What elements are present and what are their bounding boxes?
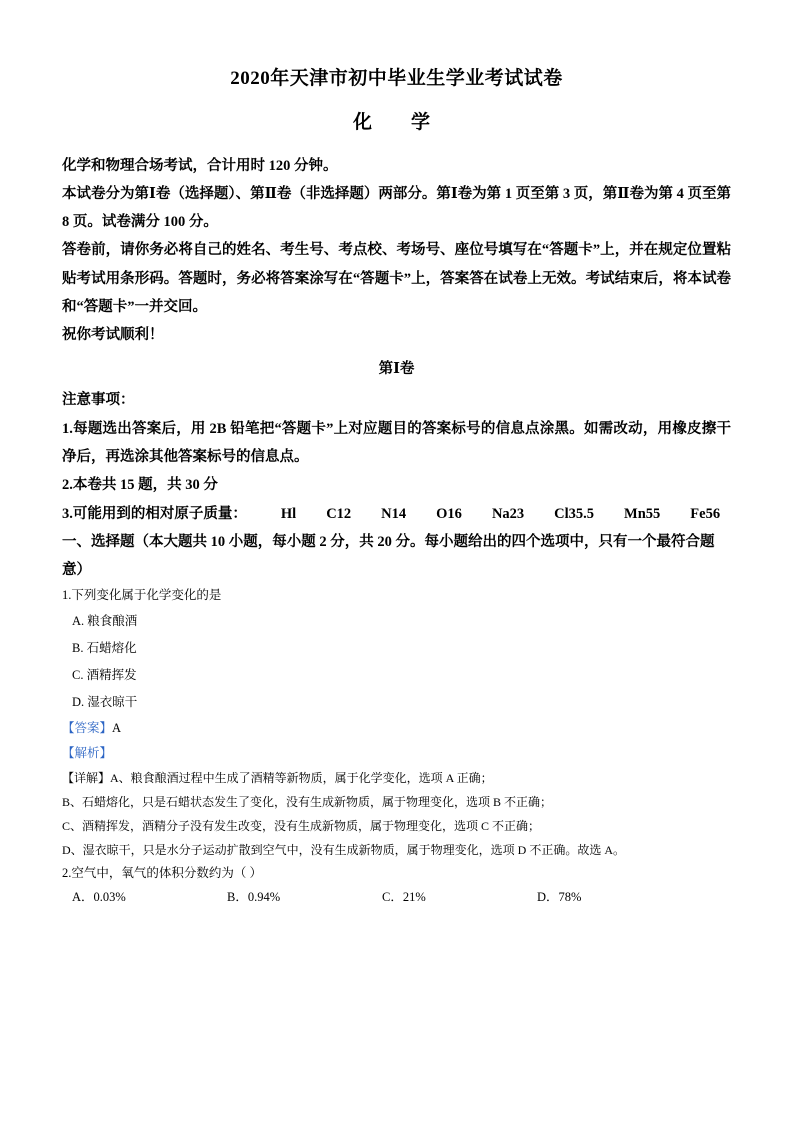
question-2-options (62, 885, 731, 910)
intro-paragraph-1: 化学和物理合场考试，合计用时 120 分钟。 (62, 157, 338, 174)
question-1-detail-3: C、酒精挥发，酒精分子没有发生改变，没有生成新物质，属于物理变化，选项 C 不正确； (62, 818, 541, 833)
question-1-analysis (62, 741, 731, 766)
atomic-mass-o: O16 (436, 505, 462, 522)
question-2-option-a[interactable]: A．0.03% (72, 890, 126, 905)
answer-value: A (112, 720, 122, 735)
atomic-mass-na: Na23 (491, 505, 525, 522)
atomic-mass-label: 3.可能用到的相对原子质量： (62, 505, 247, 522)
question-1-option-b[interactable]: B. 石蜡熔化 (72, 640, 137, 655)
question-1-answer (62, 716, 731, 741)
question-1-option-d[interactable]: D. 湿衣晾干 (72, 694, 138, 709)
atomic-mass-c: C12 (326, 505, 352, 522)
atomic-mass-n: N14 (381, 505, 407, 522)
atomic-mass-cl: Cl35.5 (554, 505, 595, 522)
question-1-detail-1: 【详解】A、粮食酿酒过程中生成了酒精等新物质，属于化学变化，选项 A 正确； (62, 770, 493, 785)
notice-item-2: 2.本卷共 15 题，共 30 分 (62, 477, 218, 494)
atomic-mass-h: Hl (280, 505, 297, 522)
part-one-heading: 第Ⅰ卷 (378, 361, 415, 378)
notice-heading: 注意事项： (62, 392, 135, 409)
notice-item-1: 1.每题选出答案后，用 2B 铅笔把“答题卡”上对应题目的答案标号的信息点涂黑。如需改动，用橡皮擦干净后，再选涂其他答案标号的信息点。 (62, 420, 731, 465)
question-1-detail-4: D、湿衣晾干，只是水分子运动扩散到空气中，没有生成新物质，属于物理变化，选项 D 不正确。故选 A。 (62, 842, 626, 857)
question-1-stem: 1.下列变化属于化学变化的是 (62, 588, 222, 603)
question-1-option-a[interactable]: A. 粮食酿酒 (72, 614, 138, 629)
question-1-option-c[interactable]: C. 酒精挥发 (72, 667, 137, 682)
question-2-option-b[interactable]: B．0.94% (227, 890, 281, 905)
question-2-stem: 2.空气中，氧气的体积分数约为（ ） (62, 865, 263, 880)
atomic-mass-fe: Fe56 (690, 505, 721, 522)
question-2-option-d[interactable]: D．78% (537, 890, 582, 905)
section-one-heading: 一、选择题（本大题共 10 小题，每小题 2 分，共 20 分。每小题给出的四个选项中，只有一个最符合题意） (62, 533, 715, 579)
intro-paragraph-3: 答卷前，请你务必将自己的姓名、考生号、考点校、考场号、座位号填写在“答题卡”上，并在规定位置粘贴考试用条形码。答题时，务必将答案涂写在“答题卡”上，答案答在试卷上无效。考试结束后，将本试卷和“答题卡”一并交回。 (62, 242, 731, 315)
analysis-tag: 【解析】 (62, 745, 113, 760)
question-1-detail-2: B、石蜡熔化，只是石蜡状态发生了变化，没有生成新物质，属于物理变化，选项 B 不正确； (62, 794, 553, 809)
atomic-mass-mn: Mn55 (624, 505, 661, 522)
subject-title: 化 学 (352, 111, 440, 133)
page-title: 2020年天津市初中毕业生学业考试试卷 (230, 68, 563, 89)
intro-paragraph-4: 祝你考试顺利！ (62, 327, 164, 344)
question-2-option-c[interactable]: C．21% (382, 890, 426, 905)
atomic-mass-line (62, 500, 731, 528)
answer-tag: 【答案】 (62, 720, 113, 735)
intro-paragraph-2: 本试卷分为第Ⅰ卷（选择题）、第Ⅱ卷（非选择题）两部分。第Ⅰ卷为第 1 页至第 3 页，第Ⅱ卷为第 4 页至第 8 页。试卷满分 100 分。 (62, 185, 731, 231)
